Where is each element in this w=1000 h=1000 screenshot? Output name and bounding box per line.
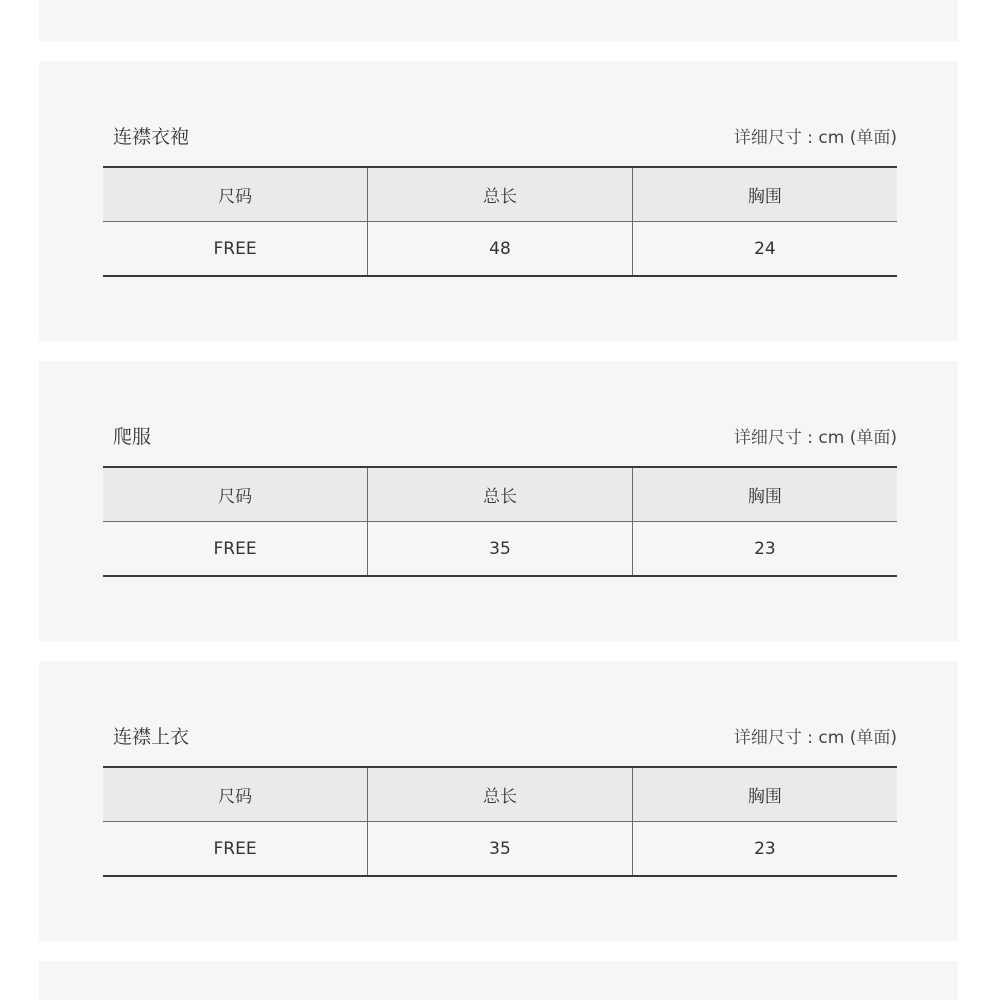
cell-size: FREE	[103, 522, 368, 577]
unit-label: 详细尺寸 : cm (单面)	[733, 427, 897, 448]
size-table	[103, 766, 897, 877]
header-length: 总长	[368, 167, 633, 222]
header-length: 总长	[368, 767, 633, 822]
table-row	[103, 222, 897, 277]
section-header	[113, 123, 897, 147]
header-chest: 胸围	[632, 467, 897, 522]
cell-length: 48	[368, 222, 633, 277]
header-size: 尺码	[103, 167, 368, 222]
size-section-romper	[39, 361, 958, 641]
cell-length: 35	[368, 822, 633, 877]
cell-size: FREE	[103, 822, 368, 877]
table-header-row	[103, 167, 897, 222]
cell-chest: 23	[632, 822, 897, 877]
cell-chest: 24	[632, 222, 897, 277]
header-size: 尺码	[103, 467, 368, 522]
header-chest: 胸围	[632, 767, 897, 822]
table-row	[103, 522, 897, 577]
table-row	[103, 822, 897, 877]
section-header	[113, 723, 897, 747]
size-section-robe	[39, 61, 958, 341]
table-header-row	[103, 467, 897, 522]
table-header-row	[103, 767, 897, 822]
section-header	[113, 423, 897, 447]
previous-section-panel	[39, 0, 958, 41]
section-title: 连襟衣袍	[113, 125, 190, 148]
cell-chest: 23	[632, 522, 897, 577]
header-chest: 胸围	[632, 167, 897, 222]
next-section-panel	[39, 961, 958, 1000]
size-table	[103, 466, 897, 577]
unit-label: 详细尺寸 : cm (单面)	[733, 127, 897, 148]
section-title: 连襟上衣	[113, 725, 190, 748]
header-size: 尺码	[103, 767, 368, 822]
unit-label: 详细尺寸 : cm (单面)	[733, 727, 897, 748]
size-section-top	[39, 661, 958, 941]
size-table	[103, 166, 897, 277]
header-length: 总长	[368, 467, 633, 522]
cell-length: 35	[368, 522, 633, 577]
cell-size: FREE	[103, 222, 368, 277]
section-title: 爬服	[113, 425, 152, 448]
